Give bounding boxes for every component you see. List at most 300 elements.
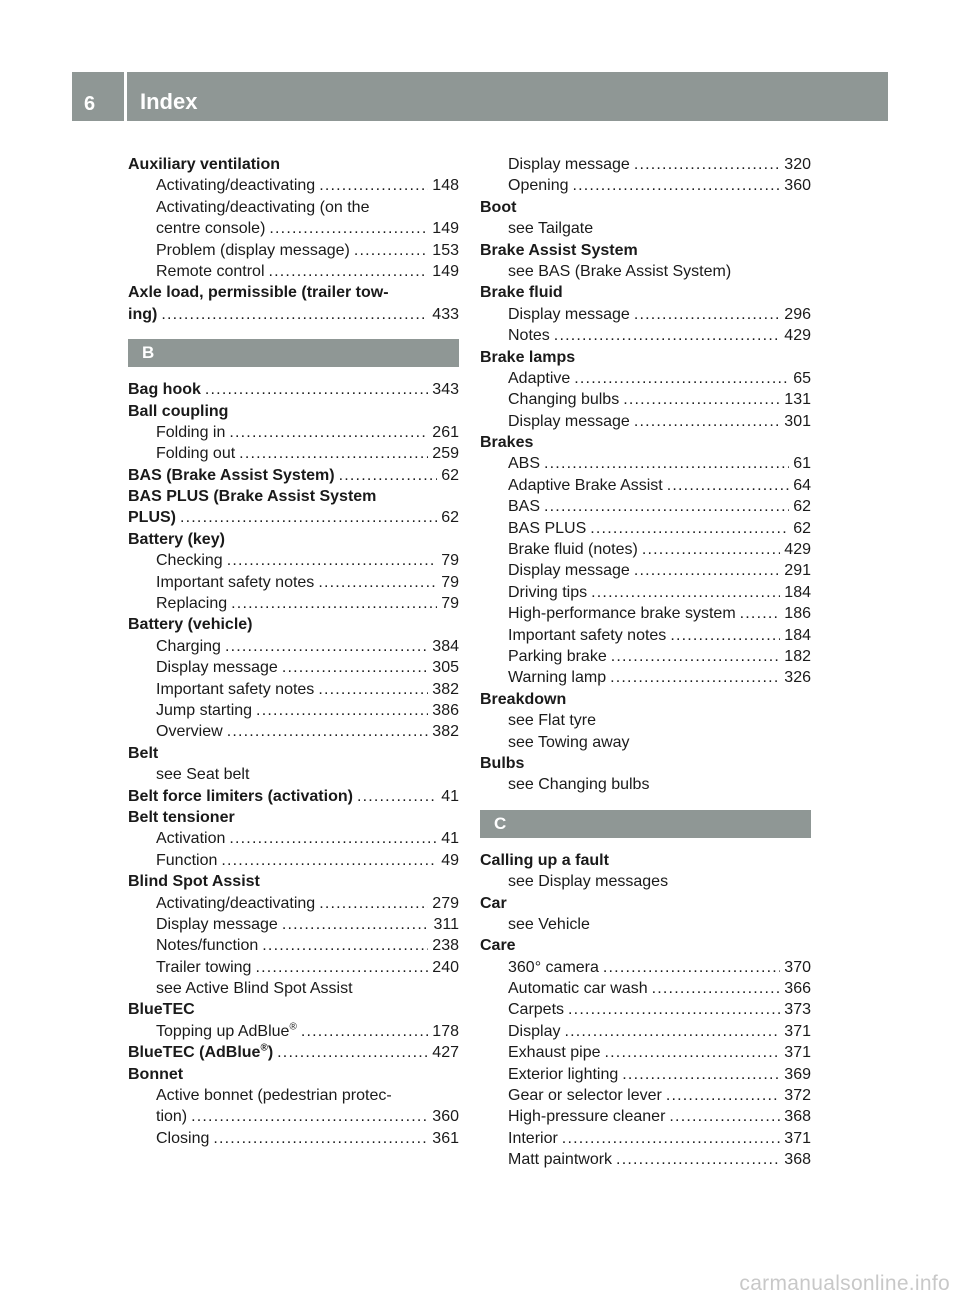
page-reference: 360 <box>432 1108 459 1126</box>
page-reference: 429 <box>784 327 811 345</box>
index-subentry <box>128 572 459 593</box>
entry-label: Replacing <box>156 595 228 613</box>
dot-leader <box>590 518 789 539</box>
index-entry <box>480 432 811 453</box>
index-entry <box>128 743 459 764</box>
index-subentry <box>128 550 459 571</box>
index-subentry <box>480 1128 811 1149</box>
index-subentry <box>128 175 459 196</box>
page-reference: 61 <box>793 455 811 473</box>
dot-leader <box>269 218 428 239</box>
dot-leader <box>562 1128 781 1149</box>
index-subentry <box>480 389 811 410</box>
index-entry <box>480 347 811 368</box>
dot-leader <box>574 368 789 389</box>
page-reference: 49 <box>441 851 459 869</box>
entry-label: Gear or selector lever <box>508 1087 662 1105</box>
entry-label: Trailer towing <box>156 958 252 976</box>
entry-label: Display message <box>508 156 630 173</box>
entry-label: Overview <box>156 723 223 741</box>
index-subentry <box>480 539 811 560</box>
entry-label: Display message <box>508 305 630 323</box>
page-reference: 326 <box>784 669 811 687</box>
index-subentry <box>128 828 459 849</box>
dot-leader <box>740 603 781 624</box>
dot-leader <box>568 999 780 1020</box>
index-subentry <box>128 443 459 464</box>
entry-label: Matt paintwork <box>508 1151 613 1169</box>
page-reference: 296 <box>784 305 811 323</box>
entry-label: Folding in <box>156 423 226 441</box>
dot-leader <box>282 657 428 678</box>
dot-leader <box>180 507 437 528</box>
page-reference: 64 <box>793 476 811 494</box>
page-reference: 382 <box>432 723 459 741</box>
page-reference: 368 <box>784 1151 811 1169</box>
index-subentry <box>480 667 811 688</box>
entry-label: see Tailgate <box>508 220 594 238</box>
dot-leader <box>318 572 437 593</box>
index-subentry <box>480 1106 811 1127</box>
index-subentry <box>480 732 811 753</box>
page-reference: 259 <box>432 445 459 463</box>
page-reference: 178 <box>432 1022 459 1040</box>
entry-label: Bulbs <box>480 754 525 772</box>
index-entry <box>480 753 811 774</box>
entry-label: Warning lamp <box>508 669 607 687</box>
entry-label: Activation <box>156 830 226 848</box>
dot-leader <box>634 304 780 325</box>
entry-label: see Display messages <box>508 873 669 891</box>
index-subentry <box>480 1064 811 1085</box>
entry-label: Important safety notes <box>156 680 315 698</box>
dot-leader <box>262 935 428 956</box>
entry-label: Display message <box>156 659 278 677</box>
index-entry <box>128 465 459 486</box>
page-reference: 240 <box>432 958 459 976</box>
entry-label: Opening <box>508 177 569 195</box>
dot-leader <box>227 721 429 742</box>
header-divider <box>124 72 127 121</box>
entry-label: BAS <box>508 498 541 516</box>
index-subentry <box>480 175 811 196</box>
dot-leader <box>623 389 780 410</box>
dot-leader <box>591 582 780 603</box>
index-subentry <box>128 850 459 871</box>
index-subentry <box>128 1106 459 1127</box>
index-subentry <box>480 496 811 517</box>
page-title: Index <box>140 89 198 114</box>
entry-label: Exhaust pipe <box>508 1044 601 1062</box>
index-subentry <box>480 475 811 496</box>
dot-leader <box>205 379 428 400</box>
page-reference: 371 <box>784 1129 811 1147</box>
page-reference: 148 <box>432 177 459 195</box>
page-reference: 305 <box>432 659 459 677</box>
entry-label: Closing <box>156 1129 210 1147</box>
dot-leader <box>544 496 789 517</box>
dot-leader <box>221 850 437 871</box>
dot-leader <box>616 1149 780 1170</box>
dot-leader <box>610 667 780 688</box>
page-reference: 373 <box>784 1001 811 1019</box>
entry-label: Display message <box>156 915 278 933</box>
dot-leader <box>573 175 781 196</box>
entry-label: 360° camera <box>508 958 599 976</box>
index-entry <box>480 850 811 871</box>
index-entry <box>480 893 811 914</box>
entry-label: Problem (display message) <box>156 241 350 259</box>
dot-leader <box>256 700 428 721</box>
index-column-right <box>480 154 811 1171</box>
dot-leader <box>611 646 781 667</box>
index-entry <box>128 282 459 303</box>
page-reference: 368 <box>784 1108 811 1126</box>
dot-leader <box>319 893 428 914</box>
entry-label: BAS (Brake Assist System) <box>128 466 335 484</box>
entry-label: Adaptive Brake Assist <box>508 476 663 494</box>
page-reference: 371 <box>784 1044 811 1062</box>
dot-leader <box>666 1085 780 1106</box>
page-reference: 79 <box>441 573 459 591</box>
entry-label: Adaptive <box>508 369 571 387</box>
entry-label: Blind Spot Assist <box>128 873 260 891</box>
page-reference: 429 <box>784 541 811 559</box>
dot-leader <box>229 828 437 849</box>
page-reference: 62 <box>793 519 811 537</box>
index-subentry <box>480 999 811 1020</box>
index-entry <box>480 689 811 710</box>
index-subentry <box>128 422 459 443</box>
index-entry <box>128 871 459 892</box>
page-reference: 371 <box>784 1022 811 1040</box>
entry-label: centre console) <box>156 220 266 238</box>
page-reference: 186 <box>784 605 811 623</box>
entry-label: Auxiliary ventilation <box>128 156 281 173</box>
entry-label: Bag hook <box>128 381 201 399</box>
entry-label: Brake fluid (notes) <box>508 541 638 559</box>
index-subentry <box>480 368 811 389</box>
index-subentry <box>480 453 811 474</box>
entry-label: Notes <box>508 327 550 345</box>
entry-label: Important safety notes <box>508 626 667 644</box>
index-subentry <box>128 893 459 914</box>
page-reference: 149 <box>432 220 459 238</box>
dot-leader <box>255 957 428 978</box>
entry-label: Changing bulbs <box>508 391 620 409</box>
section-letter: C <box>480 810 811 838</box>
index-entry <box>128 1042 459 1063</box>
index-subentry <box>128 957 459 978</box>
entry-label: Display <box>508 1022 561 1040</box>
dot-leader <box>642 539 780 560</box>
dot-leader <box>634 411 780 432</box>
entry-label: Bonnet <box>128 1065 184 1083</box>
index-entry <box>128 786 459 807</box>
index-entry <box>128 1064 459 1085</box>
page-reference: 238 <box>432 937 459 955</box>
entry-label: Axle load, permissible (trailer tow- <box>128 284 389 302</box>
index-subentry <box>480 710 811 731</box>
index-subentry <box>128 197 459 218</box>
entry-label: Automatic car wash <box>508 980 648 998</box>
entry-label: Boot <box>480 198 517 216</box>
entry-label: Brake Assist System <box>480 241 638 259</box>
dot-leader <box>239 443 428 464</box>
entry-label: Calling up a fault <box>480 851 609 869</box>
dot-leader <box>669 1106 780 1127</box>
dot-leader <box>229 422 428 443</box>
dot-leader <box>564 1021 780 1042</box>
index-subentry <box>128 1021 459 1042</box>
page-reference: 184 <box>784 583 811 601</box>
section-letter: B <box>128 339 459 367</box>
entry-label: BAS PLUS (Brake Assist System <box>128 488 377 506</box>
dot-leader <box>277 1042 428 1063</box>
entry-label: PLUS) <box>128 509 176 527</box>
index-entry <box>128 507 459 528</box>
index-entry <box>128 999 459 1020</box>
entry-label: Notes/function <box>156 937 259 955</box>
entry-label: Driving tips <box>508 583 588 601</box>
page-reference: 261 <box>432 423 459 441</box>
dot-leader <box>634 560 780 581</box>
index-entry <box>480 240 811 261</box>
entry-label: Ball coupling <box>128 402 229 420</box>
entry-label: Display message <box>508 412 630 430</box>
index-subentry <box>480 325 811 346</box>
index-subentry <box>480 957 811 978</box>
index-subentry <box>128 935 459 956</box>
entry-label: Active bonnet (pedestrian protec- <box>156 1087 392 1105</box>
entry-label: Topping up AdBlue® <box>156 1021 297 1040</box>
entry-label: Important safety notes <box>156 573 315 591</box>
index-subentry <box>128 914 459 935</box>
page-reference: 433 <box>432 305 459 323</box>
index-subentry <box>480 560 811 581</box>
page-reference: 360 <box>784 177 811 195</box>
entry-label: BAS PLUS <box>508 519 587 537</box>
dot-leader <box>670 625 780 646</box>
page-reference: 62 <box>441 466 459 484</box>
dot-leader <box>319 175 428 196</box>
page-reference: 79 <box>441 552 459 570</box>
page-reference: 386 <box>432 701 459 719</box>
dot-leader <box>282 914 430 935</box>
index-subentry <box>480 871 811 892</box>
entry-label: High-pressure cleaner <box>508 1108 666 1126</box>
entry-label: BlueTEC <box>128 1001 195 1019</box>
entry-label: Activating/deactivating <box>156 177 316 195</box>
index-subentry <box>480 261 811 282</box>
entry-label: Battery (key) <box>128 530 225 548</box>
index-subentry <box>480 518 811 539</box>
page-reference: 311 <box>433 915 459 933</box>
index-subentry <box>128 636 459 657</box>
page-reference: 370 <box>784 958 811 976</box>
entry-label: Brake fluid <box>480 284 563 302</box>
entry-label: Battery (vehicle) <box>128 616 253 634</box>
entry-label: see Seat belt <box>156 766 250 784</box>
dot-leader <box>603 957 780 978</box>
entry-label: see Active Blind Spot Assist <box>156 980 353 998</box>
entry-label: Display message <box>508 562 630 580</box>
entry-label: see Flat tyre <box>508 712 597 730</box>
entry-label: Brakes <box>480 434 534 452</box>
dot-leader <box>231 593 437 614</box>
page-reference: 382 <box>432 680 459 698</box>
dot-leader <box>634 154 780 175</box>
dot-leader <box>652 978 781 999</box>
entry-label: Care <box>480 937 516 955</box>
page-reference: 384 <box>432 637 459 655</box>
index-subentry <box>128 657 459 678</box>
index-subentry <box>480 218 811 239</box>
index-subentry <box>480 1042 811 1063</box>
index-entry <box>480 935 811 956</box>
page-reference: 291 <box>784 562 811 580</box>
entry-label: Activating/deactivating <box>156 894 316 912</box>
page-reference: 427 <box>432 1044 459 1062</box>
index-subentry <box>480 914 811 935</box>
dot-leader <box>225 636 428 657</box>
entry-label: Parking brake <box>508 647 607 665</box>
entry-label: Belt force limiters (activation) <box>128 787 353 805</box>
dot-leader <box>227 550 438 571</box>
index-subentry <box>128 593 459 614</box>
dot-leader <box>605 1042 781 1063</box>
index-subentry <box>480 603 811 624</box>
page-reference: 41 <box>441 787 459 805</box>
entry-label: ing) <box>128 305 158 323</box>
entry-label: Activating/deactivating (on the <box>156 198 370 216</box>
index-entry <box>128 401 459 422</box>
entry-label: tion) <box>156 1108 188 1126</box>
page-reference: 79 <box>441 595 459 613</box>
page-reference: 343 <box>432 381 459 399</box>
page-reference: 301 <box>784 412 811 430</box>
entry-label: Exterior lighting <box>508 1065 619 1083</box>
index-subentry <box>128 1128 459 1149</box>
dot-leader <box>213 1128 428 1149</box>
dot-leader <box>301 1021 428 1042</box>
entry-label: Brake lamps <box>480 348 576 366</box>
page-reference: 65 <box>793 369 811 387</box>
index-entry <box>128 807 459 828</box>
dot-leader <box>318 679 428 700</box>
page-reference: 153 <box>432 241 459 259</box>
page-number: 6 <box>84 93 96 115</box>
index-entry <box>128 154 459 175</box>
entry-label: Belt <box>128 744 159 762</box>
dot-leader <box>357 786 437 807</box>
index-subentry <box>480 646 811 667</box>
entry-label: see Vehicle <box>508 915 590 933</box>
page-reference: 182 <box>784 647 811 665</box>
index-subentry <box>128 721 459 742</box>
index-subentry <box>128 1085 459 1106</box>
entry-label: Function <box>156 851 218 869</box>
page-reference: 62 <box>441 509 459 527</box>
index-subentry <box>128 218 459 239</box>
page-reference: 369 <box>784 1065 811 1083</box>
entry-label: Remote control <box>156 262 265 280</box>
entry-label: Breakdown <box>480 690 567 708</box>
index-entry <box>128 304 459 325</box>
entry-label: Folding out <box>156 445 236 463</box>
index-entry <box>128 614 459 635</box>
index-entry <box>480 282 811 303</box>
index-subentry <box>128 700 459 721</box>
entry-label: Carpets <box>508 1001 565 1019</box>
index-subentry <box>128 764 459 785</box>
index-entry <box>128 379 459 400</box>
index-subentry <box>480 411 811 432</box>
entry-label: see Changing bulbs <box>508 776 650 794</box>
page-reference: 149 <box>432 262 459 280</box>
entry-label: BlueTEC (AdBlue®) <box>128 1042 274 1062</box>
index-subentry <box>480 774 811 795</box>
index-column-left <box>128 154 459 1149</box>
page-reference: 41 <box>441 830 459 848</box>
index-subentry <box>480 582 811 603</box>
entry-label: Belt tensioner <box>128 808 235 826</box>
dot-leader <box>191 1106 428 1127</box>
index-subentry <box>480 304 811 325</box>
index-subentry <box>128 679 459 700</box>
dot-leader <box>161 304 428 325</box>
index-subentry <box>128 978 459 999</box>
entry-label: Charging <box>156 637 221 655</box>
entry-label: see Towing away <box>508 733 630 751</box>
index-subentry <box>480 1021 811 1042</box>
entry-label: see BAS (Brake Assist System) <box>508 262 732 280</box>
dot-leader <box>269 261 429 282</box>
entry-label: ABS <box>508 455 541 473</box>
index-entry <box>128 529 459 550</box>
page-reference: 361 <box>432 1129 459 1147</box>
page-reference: 366 <box>784 980 811 998</box>
index-subentry <box>480 1149 811 1170</box>
page-reference: 184 <box>784 626 811 644</box>
entry-label: High-performance brake system <box>508 605 736 623</box>
index-subentry <box>480 978 811 999</box>
index-entry <box>128 486 459 507</box>
page-reference: 131 <box>784 391 811 409</box>
entry-label: Jump starting <box>156 701 253 719</box>
index-subentry <box>480 625 811 646</box>
index-subentry <box>480 154 811 175</box>
entry-label: Car <box>480 894 507 912</box>
index-entry <box>480 197 811 218</box>
index-subentry <box>128 261 459 282</box>
index-subentry <box>480 1085 811 1106</box>
dot-leader <box>554 325 781 346</box>
dot-leader <box>622 1064 780 1085</box>
page-reference: 279 <box>432 894 459 912</box>
index-subentry <box>128 240 459 261</box>
page-reference: 372 <box>784 1087 811 1105</box>
entry-label: Checking <box>156 552 223 570</box>
entry-label: Interior <box>508 1129 558 1147</box>
watermark: carmanualsonline.info <box>739 1272 950 1295</box>
dot-leader <box>339 465 438 486</box>
dot-leader <box>354 240 428 261</box>
dot-leader <box>667 475 789 496</box>
page-reference: 62 <box>793 498 811 516</box>
dot-leader <box>544 453 789 474</box>
page-reference: 320 <box>784 156 811 173</box>
